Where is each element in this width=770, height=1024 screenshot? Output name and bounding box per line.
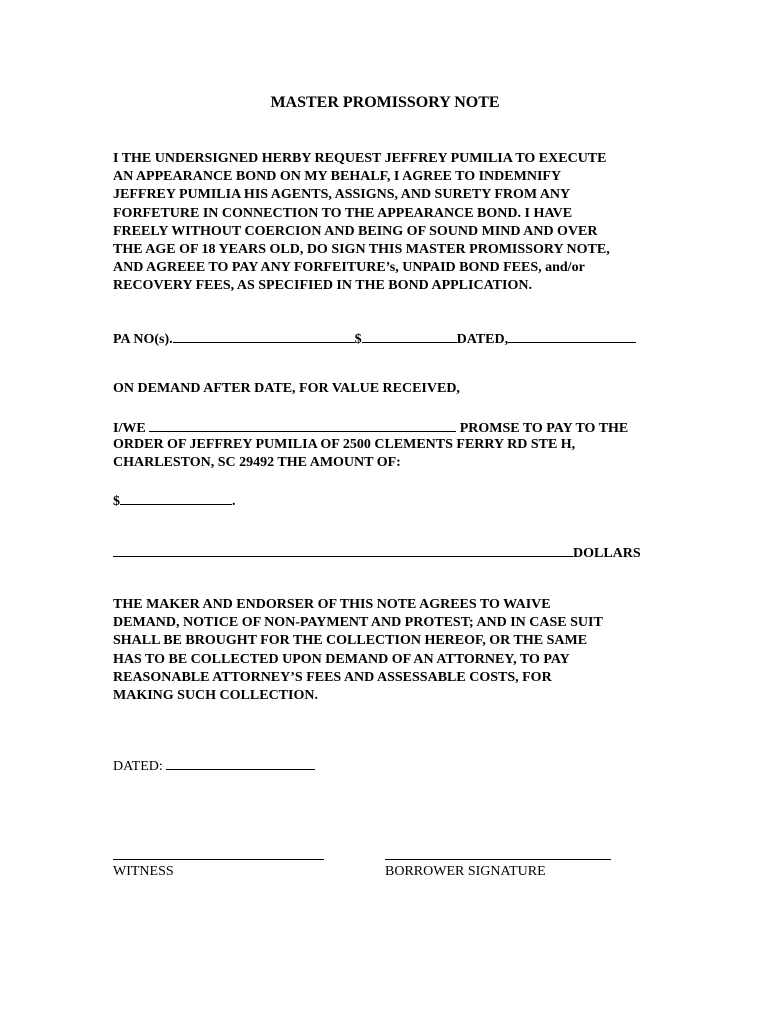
- iwe-label: I/WE: [113, 421, 146, 436]
- witness-signature-line[interactable]: [113, 859, 324, 860]
- waiver-line: DEMAND, NOTICE OF NON-PAYMENT AND PROTEST; AND IN CASE SUIT: [113, 615, 603, 631]
- dated-footer: [113, 757, 315, 775]
- pa-number-line: [113, 329, 636, 348]
- order-line: ORDER OF JEFFREY PUMILIA OF 2500 CLEMENTS FERRY RD STE H,: [113, 437, 576, 452]
- intro-line: RECOVERY FEES, AS SPECIFIED IN THE BOND APPLICATION.: [113, 278, 532, 294]
- promise-text: PROMSE TO PAY TO THE: [459, 421, 629, 436]
- intro-line: JEFFREY PUMILIA HIS AGENTS, ASSIGNS, AND SURETY FROM ANY: [113, 187, 571, 203]
- intro-line: FORFETURE IN CONNECTION TO THE APPEARANCE BOND. I HAVE: [113, 205, 573, 221]
- borrower-signature-line[interactable]: [385, 859, 611, 860]
- amount-period: .: [232, 494, 236, 509]
- intro-line: AN APPEARANCE BOND ON MY BEHALF, I AGREE TO INDEMNIFY: [113, 169, 562, 185]
- iwe-line: [113, 418, 628, 437]
- dated-footer-label: DATED:: [113, 759, 163, 774]
- on-demand-line: ON DEMAND AFTER DATE, FOR VALUE RECEIVED,: [113, 381, 460, 396]
- intro-line: I THE UNDERSIGNED HERBY REQUEST JEFFREY PUMILIA TO EXECUTE: [113, 151, 607, 166]
- order-line: CHARLESTON, SC 29492 THE AMOUNT OF:: [113, 455, 401, 471]
- pa-dollar-sign: $: [354, 332, 362, 347]
- waiver-line: REASONABLE ATTORNEY’S FEES AND ASSESSABLE COSTS, FOR: [113, 669, 552, 685]
- document-title: MASTER PROMISSORY NOTE: [270, 94, 500, 111]
- pa-amount-field[interactable]: [362, 329, 457, 343]
- pa-date-field[interactable]: [508, 329, 636, 343]
- borrower-signature-label: BORROWER SIGNATURE: [385, 864, 546, 879]
- amount-line: [113, 491, 236, 510]
- waiver-line: MAKING SUCH COLLECTION.: [113, 688, 318, 704]
- amount-dollar-sign: $: [113, 494, 120, 509]
- dated-footer-field[interactable]: [166, 757, 315, 770]
- intro-line: THE AGE OF 18 YEARS OLD, DO SIGN THIS MASTER PROMISSORY NOTE,: [113, 242, 610, 258]
- pa-dated-label: DATED,: [456, 332, 509, 347]
- witness-label: WITNESS: [113, 864, 174, 879]
- intro-line: AND AGREEE TO PAY ANY FORFEITURE’s, UNPAID BOND FEES, and/or: [113, 260, 585, 276]
- waiver-line: SHALL BE BROUGHT FOR THE COLLECTION HEREOF, OR THE SAME: [113, 633, 588, 649]
- waiver-paragraph: [113, 596, 658, 705]
- pa-number-field[interactable]: [173, 329, 355, 343]
- waiver-line: THE MAKER AND ENDORSER OF THIS NOTE AGREES TO WAIVE: [113, 597, 551, 612]
- intro-line: FREELY WITHOUT COERCION AND BEING OF SOUND MIND AND OVER: [113, 223, 598, 239]
- dollars-line: [113, 543, 641, 562]
- amount-words-field[interactable]: [113, 543, 573, 557]
- pa-number-label: PA NO(s).: [113, 332, 173, 347]
- amount-field[interactable]: [120, 491, 232, 505]
- waiver-line: HAS TO BE COLLECTED UPON DEMAND OF AN ATTORNEY, TO PAY: [113, 651, 570, 667]
- order-paragraph: [113, 436, 658, 472]
- dollars-label: DOLLARS: [573, 546, 641, 561]
- intro-paragraph: [113, 150, 658, 296]
- payer-name-field[interactable]: [149, 418, 456, 432]
